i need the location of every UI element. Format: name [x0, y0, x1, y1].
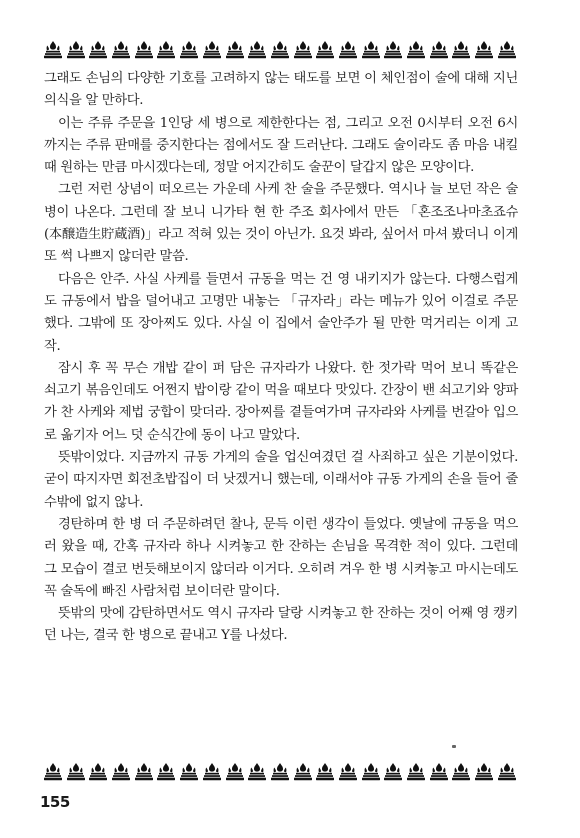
flame-crown-ornament-icon	[112, 762, 130, 782]
flame-crown-ornament-icon	[157, 762, 175, 782]
flame-crown-ornament-icon	[452, 762, 470, 782]
flame-crown-ornament-icon	[316, 40, 334, 60]
flame-crown-ornament-icon	[67, 762, 85, 782]
flame-crown-ornament-icon	[407, 40, 425, 60]
flame-crown-ornament-icon	[135, 40, 153, 60]
flame-crown-ornament-icon	[226, 40, 244, 60]
bottom-ornament-border	[44, 758, 516, 782]
flame-crown-ornament-icon	[180, 762, 198, 782]
paragraph-2: 이는 주류 주문을 1인당 세 병으로 제한한다는 점, 그리고 오전 0시부터 오전 6시까지는 주류 판매를 중지한다는 점에서도 잘 드러난다. 그래도 술이라도 좀 마음 내킬 때 원하는 만큼 마시겠다는데, 정말 어지간히도 술꾼이 달갑지 않은 모양이다.	[44, 115, 518, 176]
paragraph-5: 잠시 후 꼭 무슨 개밥 같이 퍼 담은 규자라가 나왔다. 한 젓가락 먹어 보니 똑같은 쇠고기 볶음인데도 어쩐지 밥이랑 같이 먹을 때보다 맛있다. 간장이 밴 쇠고기와 양파가 찬 사케와 제법 궁합이 맞더라. 장아찌를 곁들여가며 규자라와 사케를 번갈아 입으로 옮기자 어느 덧 순식간에 동이 나고 말았다.	[44, 360, 518, 443]
flame-crown-ornament-icon	[44, 40, 62, 60]
flame-crown-ornament-icon	[271, 762, 289, 782]
paragraph-3: 그런 저런 상념이 떠오르는 가운데 사케 찬 술을 주문했다. 역시나 늘 보던 작은 술병이 나온다. 그런데 잘 보니 니가타 현 한 주조 회사에서 만든 「혼조조나마초죠슈(本醸造生貯蔵酒)」라고 적혀 있는 것이 아닌가. 요것 봐라, 싶어서 마셔 봤더니 이게 또 썩 나쁘지 않더란 말씀.	[44, 182, 518, 265]
flame-crown-ornament-icon	[294, 40, 312, 60]
flame-crown-ornament-icon	[112, 40, 130, 60]
flame-crown-ornament-icon	[44, 762, 62, 782]
flame-crown-ornament-icon	[384, 40, 402, 60]
page-body	[44, 68, 518, 648]
paragraph-1: 그래도 손님의 다양한 기호를 고려하지 않는 태도를 보면 이 체인점이 술에 대해 지닌 의식을 알 만하다.	[44, 71, 518, 109]
flame-crown-ornament-icon	[498, 762, 516, 782]
flame-crown-ornament-icon	[248, 762, 266, 782]
page-number: 155	[40, 793, 70, 811]
flame-crown-ornament-icon	[407, 762, 425, 782]
flame-crown-ornament-icon	[294, 762, 312, 782]
paragraph-8: 뜻밖의 맛에 감탄하면서도 역시 규자라 달랑 시켜놓고 한 잔하는 것이 어째 영 캥키던 나는, 결국 한 병으로 끝내고 Y를 나섰다.	[44, 606, 518, 644]
flame-crown-ornament-icon	[362, 40, 380, 60]
flame-crown-ornament-icon	[384, 762, 402, 782]
flame-crown-ornament-icon	[67, 40, 85, 60]
flame-crown-ornament-icon	[339, 40, 357, 60]
flame-crown-ornament-icon	[498, 40, 516, 60]
flame-crown-ornament-icon	[135, 762, 153, 782]
flame-crown-ornament-icon	[248, 40, 266, 60]
flame-crown-ornament-icon	[89, 40, 107, 60]
flame-crown-ornament-icon	[430, 40, 448, 60]
flame-crown-ornament-icon	[157, 40, 175, 60]
flame-crown-ornament-icon	[316, 762, 334, 782]
flame-crown-ornament-icon	[89, 762, 107, 782]
paragraph-6: 뜻밖이었다. 지금까지 규동 가게의 술을 업신여겼던 걸 사죄하고 싶은 기분이었다. 굳이 따지자면 회전초밥집이 더 낫겠거니 했는데, 이래서야 규동 가게의 손을 들어 줄 수밖에 없지 않나.	[44, 450, 518, 510]
flame-crown-ornament-icon	[203, 762, 221, 782]
flame-crown-ornament-icon	[226, 762, 244, 782]
flame-crown-ornament-icon	[362, 762, 380, 782]
flame-crown-ornament-icon	[430, 762, 448, 782]
flame-crown-ornament-icon	[339, 762, 357, 782]
paragraph-4: 다음은 안주. 사실 사케를 들면서 규동을 먹는 건 영 내키지가 않는다. 다행스럽게도 규동에서 밥을 덜어내고 고명만 내놓는 「규자라」라는 메뉴가 있어 이걸로 주문했다. 그밖에 또 장아찌도 있다. 사실 이 집에서 술안주가 될 만한 먹거리는 이게 고작.	[44, 271, 518, 354]
flame-crown-ornament-icon	[475, 40, 493, 60]
flame-crown-ornament-icon	[452, 40, 470, 60]
top-ornament-border	[44, 36, 516, 60]
flame-crown-ornament-icon	[180, 40, 198, 60]
flame-crown-ornament-icon	[475, 762, 493, 782]
flame-crown-ornament-icon	[203, 40, 221, 60]
small-mark	[452, 745, 456, 748]
paragraph-7: 경탄하며 한 병 더 주문하려던 찰나, 문득 이런 생각이 들었다. 옛날에 규동을 먹으러 왔을 때, 간혹 규자라 하나 시켜놓고 한 잔하는 손님을 목격한 적이 있다. 그런데 그 모습이 결코 번듯해보이지 않더라 이거다. 오히려 겨우 한 병 시켜놓고 마시는데도 꼭 술독에 빠진 사람처럼 보이더란 말이다.	[44, 516, 518, 599]
flame-crown-ornament-icon	[271, 40, 289, 60]
